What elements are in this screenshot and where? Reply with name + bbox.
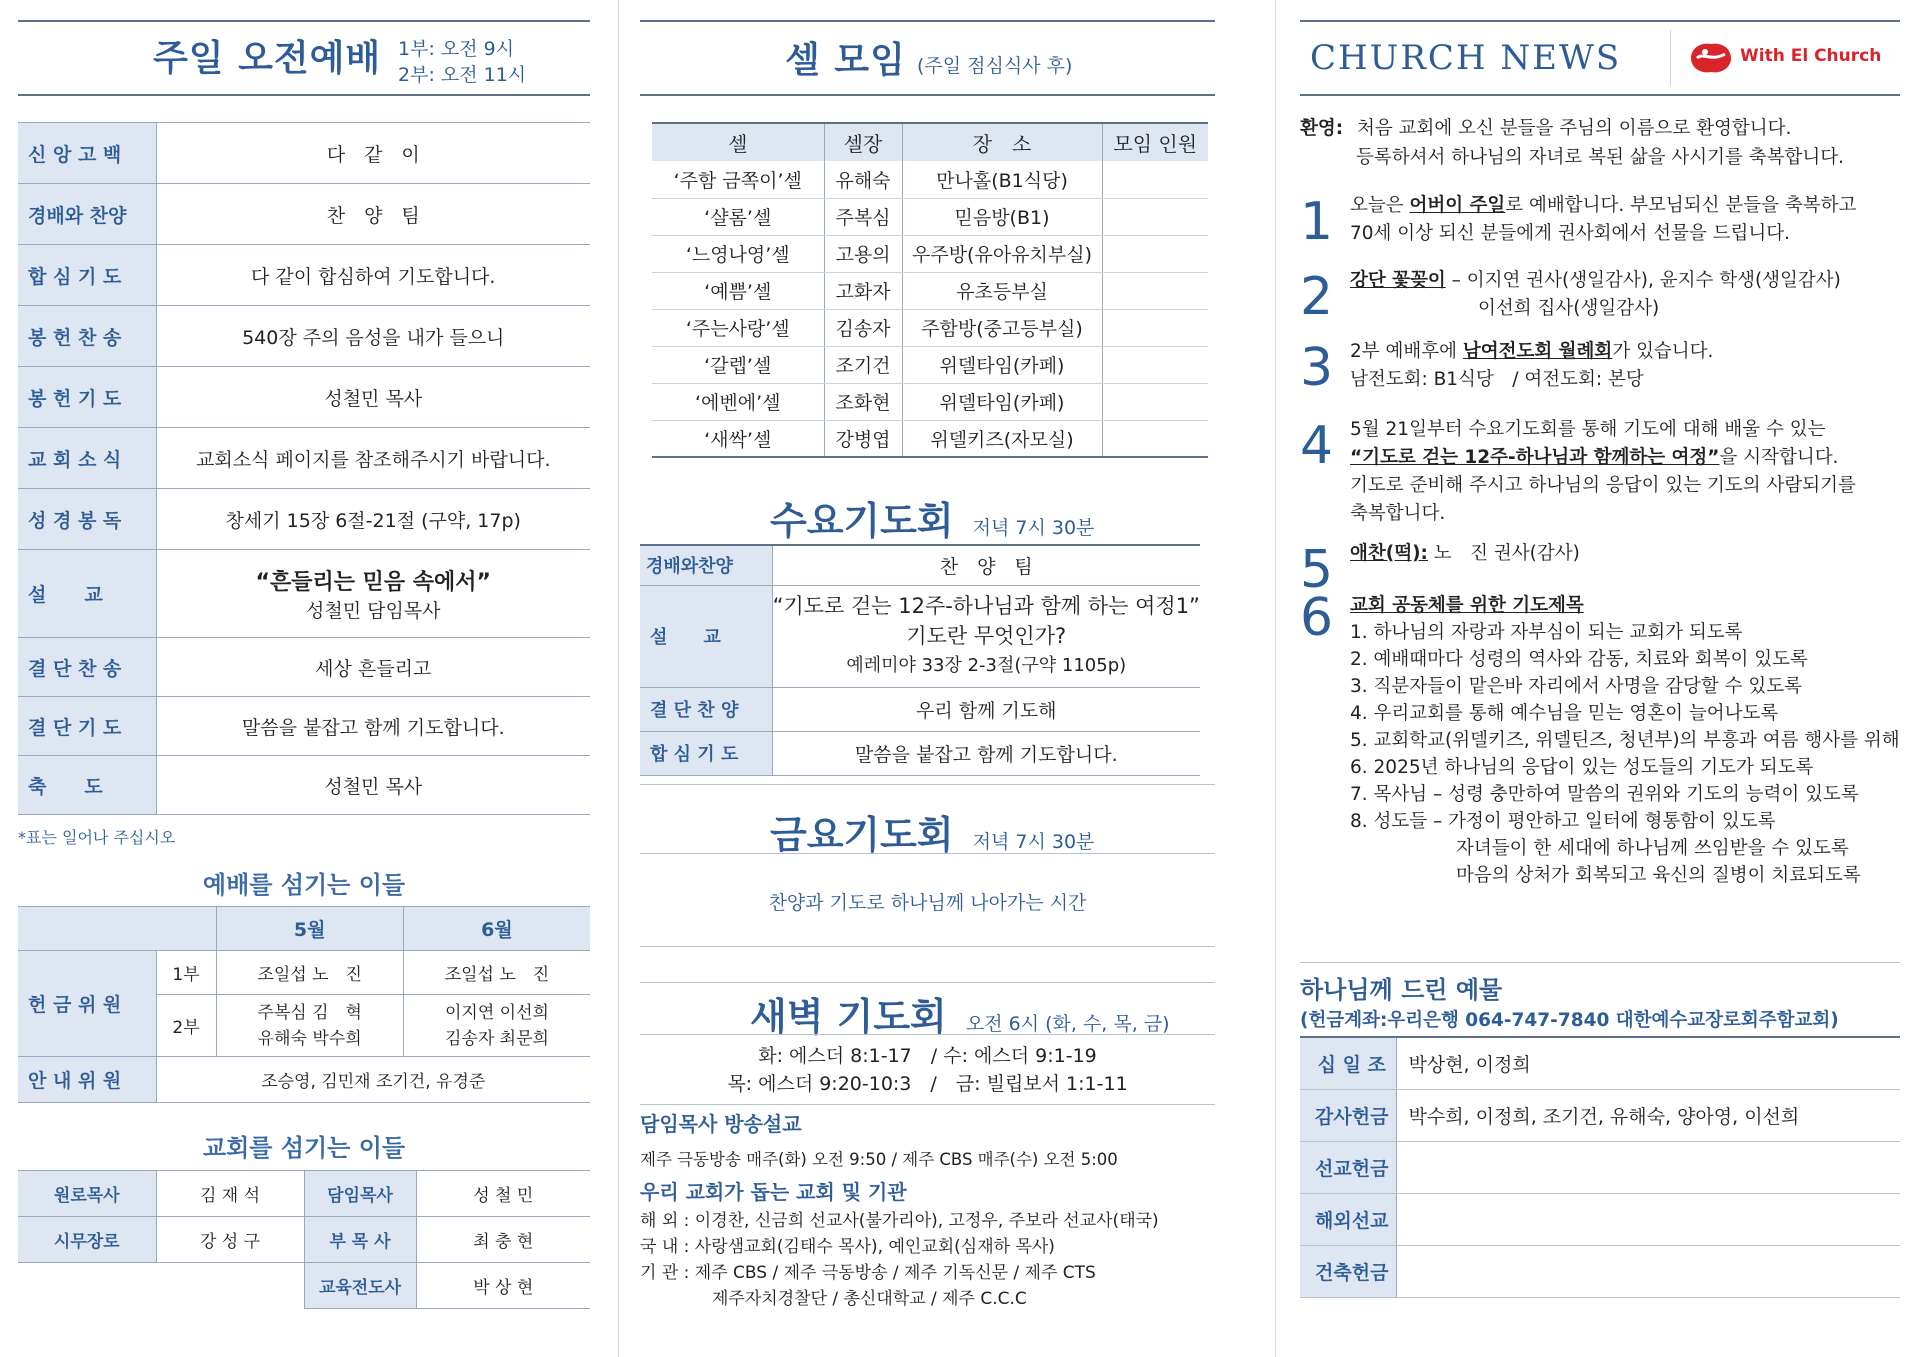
staff-label-evangelist: 교육전도사 [304,1263,416,1309]
top-rule [18,20,590,22]
logo-icon [1687,40,1735,76]
prayer-topic: 5. 교회학교(위델키즈, 위델틴즈, 청년부)의 부흥과 여름 행사를 위해 [1350,730,1900,751]
offering-row-label: 건축헌금 [1300,1245,1396,1297]
dawn-line-1: 화: 에스더 8:1-17 / 수: 에스더 9:1-19 [758,1045,1097,1067]
time-second: 2부: 오전 11시 [398,64,527,86]
wed-sermon-label: 설 교 [640,585,772,687]
worship-row-label: 경배와 찬양 [18,184,156,245]
staff-row-2 [18,1217,590,1263]
support-domestic: 국 내 : 사랑샘교회(김태수 목사), 예인교회(심재하 목사) [640,1237,1055,1257]
p1-june: 조일섭 노 진 [403,951,590,995]
cell-count [1102,272,1208,309]
news-number: 6 [1300,588,1334,648]
church-news-header: CHURCH NEWS [1310,38,1622,78]
staff-table [18,1170,590,1309]
news-column: CHURCH NEWS With El Church 환영: 처음 교회에 오신 분들을 주님의 이름으로 환영합니다. 등록하셔서 하나님의 자녀로 복된 삶을 사시기를 축복합니다. 1 오늘은 어버이 주일로 예배합니다. 부모님되신 분들을 축복하고 70세 이상 되신 분들에게 권사회에서 선물을 드립니다. 2 강단 꽃꽂이 – 이지연 권사(생일감사), 윤지수 학생(생일감사) 이선희 집사(생일감사) 3 2부 예배후에 남여전도회 월례회가 있습니다. 남전도회: B1식당 / 여전도회: 본당 4 5월 21일부터 수요기도회를 통해 기도에 대해 배울 수 있는 “기도로 걷는 12주-하나님과 함께하는 여정”을 시작합니다. 기도로 준비해 주시고 하나님의 응답이 있는 기도의 사람되기를 축복합니다. 5 애찬(떡): 노 진 권사(감사) 6 교회 공동체를 위한 기도제목 1. 하나님의 자랑과 자부심이 되는 교회가 되도록 2. 예배때마다 성령의 역사와 감동, 치료와 회복이 있도록 3. 직분자들이 맡은바 자리에서 사명을 감당할 수 있도록 4. 우리교회를 통해 예수님을 믿는 영혼이 늘어나도록 5. 교회학교(위델키즈, 위델틴즈, 청년부)의 부흥과 여름 행사를 위해 6. 2025년 하나님의 응답이 있는 성도들의 기도가 되도록 7. 목사님 – 성령 충만하여 말씀의 권위와 기도의 능력이 있도록 8. 성도들 – 가정이 평안하고 일터에 형통함이 있도록 자녀들이 한 세대에 하나님께 쓰임받을 수 있도록 마음의 상처가 회복되고 육신의 질병이 치료되도록 하나님께 드린 예물 (헌금계좌:우리은행 064-747-7840 대한예수교장로회주함교회) 십 일 조 박상현, 이정희 감사헌금 박수희, 이정희, 조기건, 유해숙, 양아영, 이선희 선교헌금 해외선교 건축헌금 [1300,0,1900,1357]
worship-row-label: 합 심 기 도 [18,245,156,306]
prayer-topic: 7. 목사님 – 성령 충만하여 말씀의 권위와 기도의 능력이 있도록 [1350,784,1859,805]
servers-table [18,906,590,1103]
cell-header-row [652,123,1208,161]
cell-col-place: 장 소 [902,123,1102,161]
prayer-topic: 8. 성도들 – 가정이 평안하고 일터에 형통함이 있도록 [1350,811,1776,832]
offering-row [1300,1245,1900,1297]
worship-title: 주일 오전예배 [153,38,382,79]
cell-leader: 고용의 [824,235,902,272]
staff-evangelist: 박 상 현 [416,1263,590,1309]
worship-row [18,428,590,489]
wed-prayer-value: 말씀을 붙잡고 함께 기도합니다. [772,731,1200,775]
news-number: 2 [1300,267,1334,327]
p2-june-a: 이지연 이선희 [445,1002,549,1023]
prayer-topic: 4. 우리교회를 통해 예수님을 믿는 영혼이 늘어나도록 [1350,703,1779,724]
offering-row-label: 십 일 조 [1300,1037,1396,1089]
offering-account: (헌금계좌:우리은행 064-747-7840 대한예수교장로회주함교회) [1300,1010,1839,1031]
friday-text: 찬양과 기도로 하나님께 나아가는 시간 [768,892,1087,914]
worship-row [18,756,590,815]
servers-title: 예배를 섬기는 이들 [202,871,406,899]
cell-name: ‘주는사랑’셀 [652,309,824,346]
part-first: 1부 [156,951,216,995]
dawn-title: 새벽 기도회 [750,995,947,1039]
cell-place: 위델타임(카페) [902,383,1102,420]
news-number: 1 [1300,192,1334,252]
order-of-worship-table [18,122,590,815]
offering-row-value [1396,1245,1900,1297]
cell-place: 위델타임(카페) [902,346,1102,383]
cell-leader: 조화현 [824,383,902,420]
news-number: 3 [1300,338,1334,398]
mens-womens-meeting: 남여전도회 월례회 [1462,341,1613,362]
wednesday-time: 저녁 7시 30분 [972,517,1095,539]
offering-committee-label: 헌 금 위 원 [18,951,156,1057]
broadcast-text: 제주 극동방송 매주(화) 오전 9:50 / 제주 CBS 매주(수) 오전 5:00 [640,1150,1118,1169]
worship-row [18,184,590,245]
cell-row [652,420,1208,457]
cell-place: 만나홀(B1식당) [902,161,1102,198]
welcome-block [1300,114,1844,172]
staff-label-elder: 시무장로 [18,1217,156,1263]
news-number: 5 [1300,540,1334,600]
cell-name: ‘샬롬’셀 [652,198,824,235]
offering-row-value [1396,1193,1900,1245]
staff-label-associate: 부 목 사 [304,1217,416,1263]
offering-row-value: 박상현, 이정희 [1396,1037,1900,1089]
wednesday-title: 수요기도회 [770,499,954,543]
offering-row [1300,1037,1900,1089]
worship-row-label: 봉 헌 찬 송 [18,306,156,367]
cell-place: 우주방(유아유치부실) [902,235,1102,272]
support-institutions: 기 관 : 제주 CBS / 제주 극동방송 / 제주 기독신문 / 제주 CTS [640,1263,1096,1283]
friday-heading [770,804,1094,859]
cell-count [1102,346,1208,383]
prayer-topic: 2. 예배때마다 성령의 역사와 감동, 치료와 회복이 있도록 [1350,649,1808,670]
title-rule [18,94,590,96]
standing-footnote: *표는 일어나 주십시오 [18,828,176,847]
worship-row-label: 교 회 소 식 [18,428,156,489]
wed-sermon-title: 기도란 무엇인가? [906,624,1067,648]
prayer-topic: 3. 직분자들이 맡은바 자리에서 사명을 감당할 수 있도록 [1350,676,1802,697]
cell-place: 주함방(중고등부실) [902,309,1102,346]
cell-count [1102,383,1208,420]
prayer-course-title: “기도로 걷는 12주-하나님과 함께하는 여정” [1350,447,1720,468]
part-second: 2부 [156,995,216,1057]
support-list [640,1208,1159,1312]
worship-row-label: 신 앙 고 백 [18,123,156,184]
prayer-topics-list [1350,619,1900,835]
dawn-line-2: 목: 에스더 9:20-10:3 / 금: 빌립보서 1:1-11 [727,1073,1128,1095]
worship-row-value: 다 같 이 [156,123,590,184]
cell-row [652,309,1208,346]
sermon-preacher: 성철민 담임목사 [305,599,441,622]
wed-praise-label: 경배와찬양 [640,545,772,585]
cell-leader: 주복심 [824,198,902,235]
prayer-topic: 6. 2025년 하나님의 응답이 있는 성도들의 기도가 되도록 [1350,757,1814,778]
cell-place: 유초등부실 [902,272,1102,309]
cell-row [652,161,1208,198]
sermon-title: “흔들리는 믿음 속에서” [255,569,491,595]
cell-count [1102,198,1208,235]
offering-row [1300,1089,1900,1141]
parents-sunday: 어버이 주일 [1409,195,1506,216]
wed-sermon-series: “기도로 걷는 12주-하나님과 함께 하는 여정1” [772,594,1200,618]
cell-title: 셀 모임 [785,40,906,81]
cell-leader: 유해숙 [824,161,902,198]
wed-song-value: 우리 함께 기도해 [772,687,1200,731]
friday-time: 저녁 7시 30분 [972,831,1095,853]
church-logo [1687,40,1735,80]
prayer-extra-2: 마음의 상처가 회복되고 육신의 질병이 치료되도록 [1456,865,1861,886]
cell-name: ‘느영나영’셀 [652,235,824,272]
staff-elder-pastor: 김 재 석 [156,1171,304,1217]
cell-place: 위델키즈(자모실) [902,420,1102,457]
offering-row-first [18,951,590,995]
month-june: 6월 [403,907,590,951]
prayer-extra-1: 자녀들이 한 세대에 하나님께 쓰임받을 수 있도록 [1456,838,1849,859]
worship-row-value: 540장 주의 음성을 내가 들으니 [156,306,590,367]
prayer-topics-title: 교회 공동체를 위한 기도제목 [1350,595,1584,616]
cell-row [652,235,1208,272]
cell-count [1102,420,1208,457]
worship-row-value: 찬 양 팀 [156,184,590,245]
cell-count [1102,235,1208,272]
wed-praise-value: 찬 양 팀 [772,545,1200,585]
sermon-cell [156,550,590,638]
cell-row [652,346,1208,383]
worship-row-value: 교회소식 페이지를 참조해주시기 바랍니다. [156,428,590,489]
worship-times [398,36,526,88]
cell-count [1102,161,1208,198]
worship-column [18,0,590,1357]
worship-row-value: 창세기 15장 6절-21절 (구약, 17p) [156,489,590,550]
staff-associate: 최 충 현 [416,1217,590,1263]
offering-row-label: 선교헌금 [1300,1141,1396,1193]
cell-row [652,272,1208,309]
welcome-line-2: 등록하셔서 하나님의 자녀로 복된 삶을 사시기를 축복합니다. [1356,147,1844,168]
worship-row-value: 성철민 목사 [156,756,590,815]
cell-leader: 고화자 [824,272,902,309]
staff-senior-pastor: 성 철 민 [416,1171,590,1217]
p1-may: 조일섭 노 진 [216,951,403,995]
cell-count [1102,309,1208,346]
offering-table [1300,1036,1900,1298]
wed-sermon-scripture: 예레미야 33장 2-3절(구약 1105p) [846,655,1127,676]
cell-col-cell: 셀 [652,123,824,161]
wed-prayer-label: 합 심 기 도 [640,731,772,775]
offering-row [1300,1141,1900,1193]
worship-row-value: 다 같이 합심하여 기도합니다. [156,245,590,306]
staff-row-3 [18,1263,590,1309]
cell-name: ‘새싹’셀 [652,420,824,457]
worship-row [18,123,590,184]
dawn-time: 오전 6시 (화, 수, 목, 금) [965,1013,1170,1035]
wednesday-heading [770,490,1094,545]
offering-row-label: 감사헌금 [1300,1089,1396,1141]
cell-name: ‘예쁨’셀 [652,272,824,309]
cell-name: ‘에벤에’셀 [652,383,824,420]
dawn-heading [750,986,1170,1041]
support-institutions-2: 제주자치경찰단 / 총신대학교 / 제주 C.C.C [712,1289,1027,1309]
cell-row [652,383,1208,420]
support-title: 우리 교회가 돕는 교회 및 기관 [640,1180,907,1204]
worship-row-value: 성철민 목사 [156,367,590,428]
usher-row [18,1057,590,1103]
p2-may-b: 유해숙 박수희 [257,1028,362,1049]
sermon-row [18,550,590,638]
worship-row-label: 성 경 봉 독 [18,489,156,550]
prayer-topic: 1. 하나님의 자랑과 자부심이 되는 교회가 되도록 [1350,622,1743,643]
staff-row-1 [18,1171,590,1217]
staff-label-senior-pastor: 담임목사 [304,1171,416,1217]
cell-heading [785,32,1072,83]
p2-may-a: 주복심 김 혁 [257,1002,362,1023]
worship-row [18,489,590,550]
cell-leader: 조기건 [824,346,902,383]
sermon-label: 설 교 [18,550,156,638]
usher-label: 안 내 위 원 [18,1057,156,1103]
wednesday-table [640,544,1200,776]
wed-song-label: 결 단 찬 양 [640,687,772,731]
worship-row-label: 결 단 찬 송 [18,638,156,697]
altar-flowers: 강단 꽃꽂이 [1350,270,1446,291]
cell-name: ‘갈렙’셀 [652,346,824,383]
dawn-readings [640,1042,1215,1098]
p2-june-b: 김송자 최문희 [445,1028,549,1049]
offering-row-value [1396,1141,1900,1193]
broadcast-title: 담임목사 방송설교 [640,1112,802,1136]
support-overseas: 해 외 : 이경찬, 신금희 선교사(불가리아), 고정우, 주보라 선교사(태국) [640,1211,1159,1231]
cell-place: 믿음방(B1) [902,198,1102,235]
time-first: 1부: 오전 9시 [398,38,515,60]
offering-row-value: 박수희, 이정희, 조기건, 유해숙, 양아영, 이선희 [1396,1089,1900,1141]
cell-table [652,122,1208,458]
usher-value: 조승영, 김민재 조기건, 유경준 [156,1057,590,1103]
worship-row-label: 봉 헌 기 도 [18,367,156,428]
worship-row [18,306,590,367]
friday-title: 금요기도회 [770,813,954,857]
staff-label-elder-pastor: 원로목사 [18,1171,156,1217]
cell-leader: 강병엽 [824,420,902,457]
worship-row [18,367,590,428]
news-number: 4 [1300,416,1334,476]
worship-row [18,697,590,756]
staff-title: 교회를 섬기는 이들 [202,1134,406,1162]
worship-row-label: 결 단 기 도 [18,697,156,756]
cell-leader: 김송자 [824,309,902,346]
worship-row [18,638,590,697]
worship-row-value: 말씀을 붙잡고 함께 기도합니다. [156,697,590,756]
staff-elder: 강 성 구 [156,1217,304,1263]
offering-title: 하나님께 드린 예물 [1300,976,1503,1004]
worship-row [18,245,590,306]
cell-subtitle: (주일 점심식사 후) [916,55,1073,77]
logo-text: With El Church [1740,46,1882,66]
meetings-column [640,0,1215,1357]
offering-row-label: 해외선교 [1300,1193,1396,1245]
cell-col-count: 모임 인원 [1102,123,1208,161]
offering-row [1300,1193,1900,1245]
welcome-line-1: 처음 교회에 오신 분들을 주님의 이름으로 환영합니다. [1357,118,1792,139]
welcome-label: 환영: [1300,118,1344,139]
fellowship-rice-cake: 애찬(떡): [1350,543,1428,564]
cell-col-leader: 셀장 [824,123,902,161]
worship-row-value: 세상 흔들리고 [156,638,590,697]
month-may: 5월 [216,907,403,951]
cell-row [652,198,1208,235]
worship-row-label: 축 도 [18,756,156,815]
cell-name: ‘주함 금쪽이’셀 [652,161,824,198]
servers-header-row [18,907,590,951]
